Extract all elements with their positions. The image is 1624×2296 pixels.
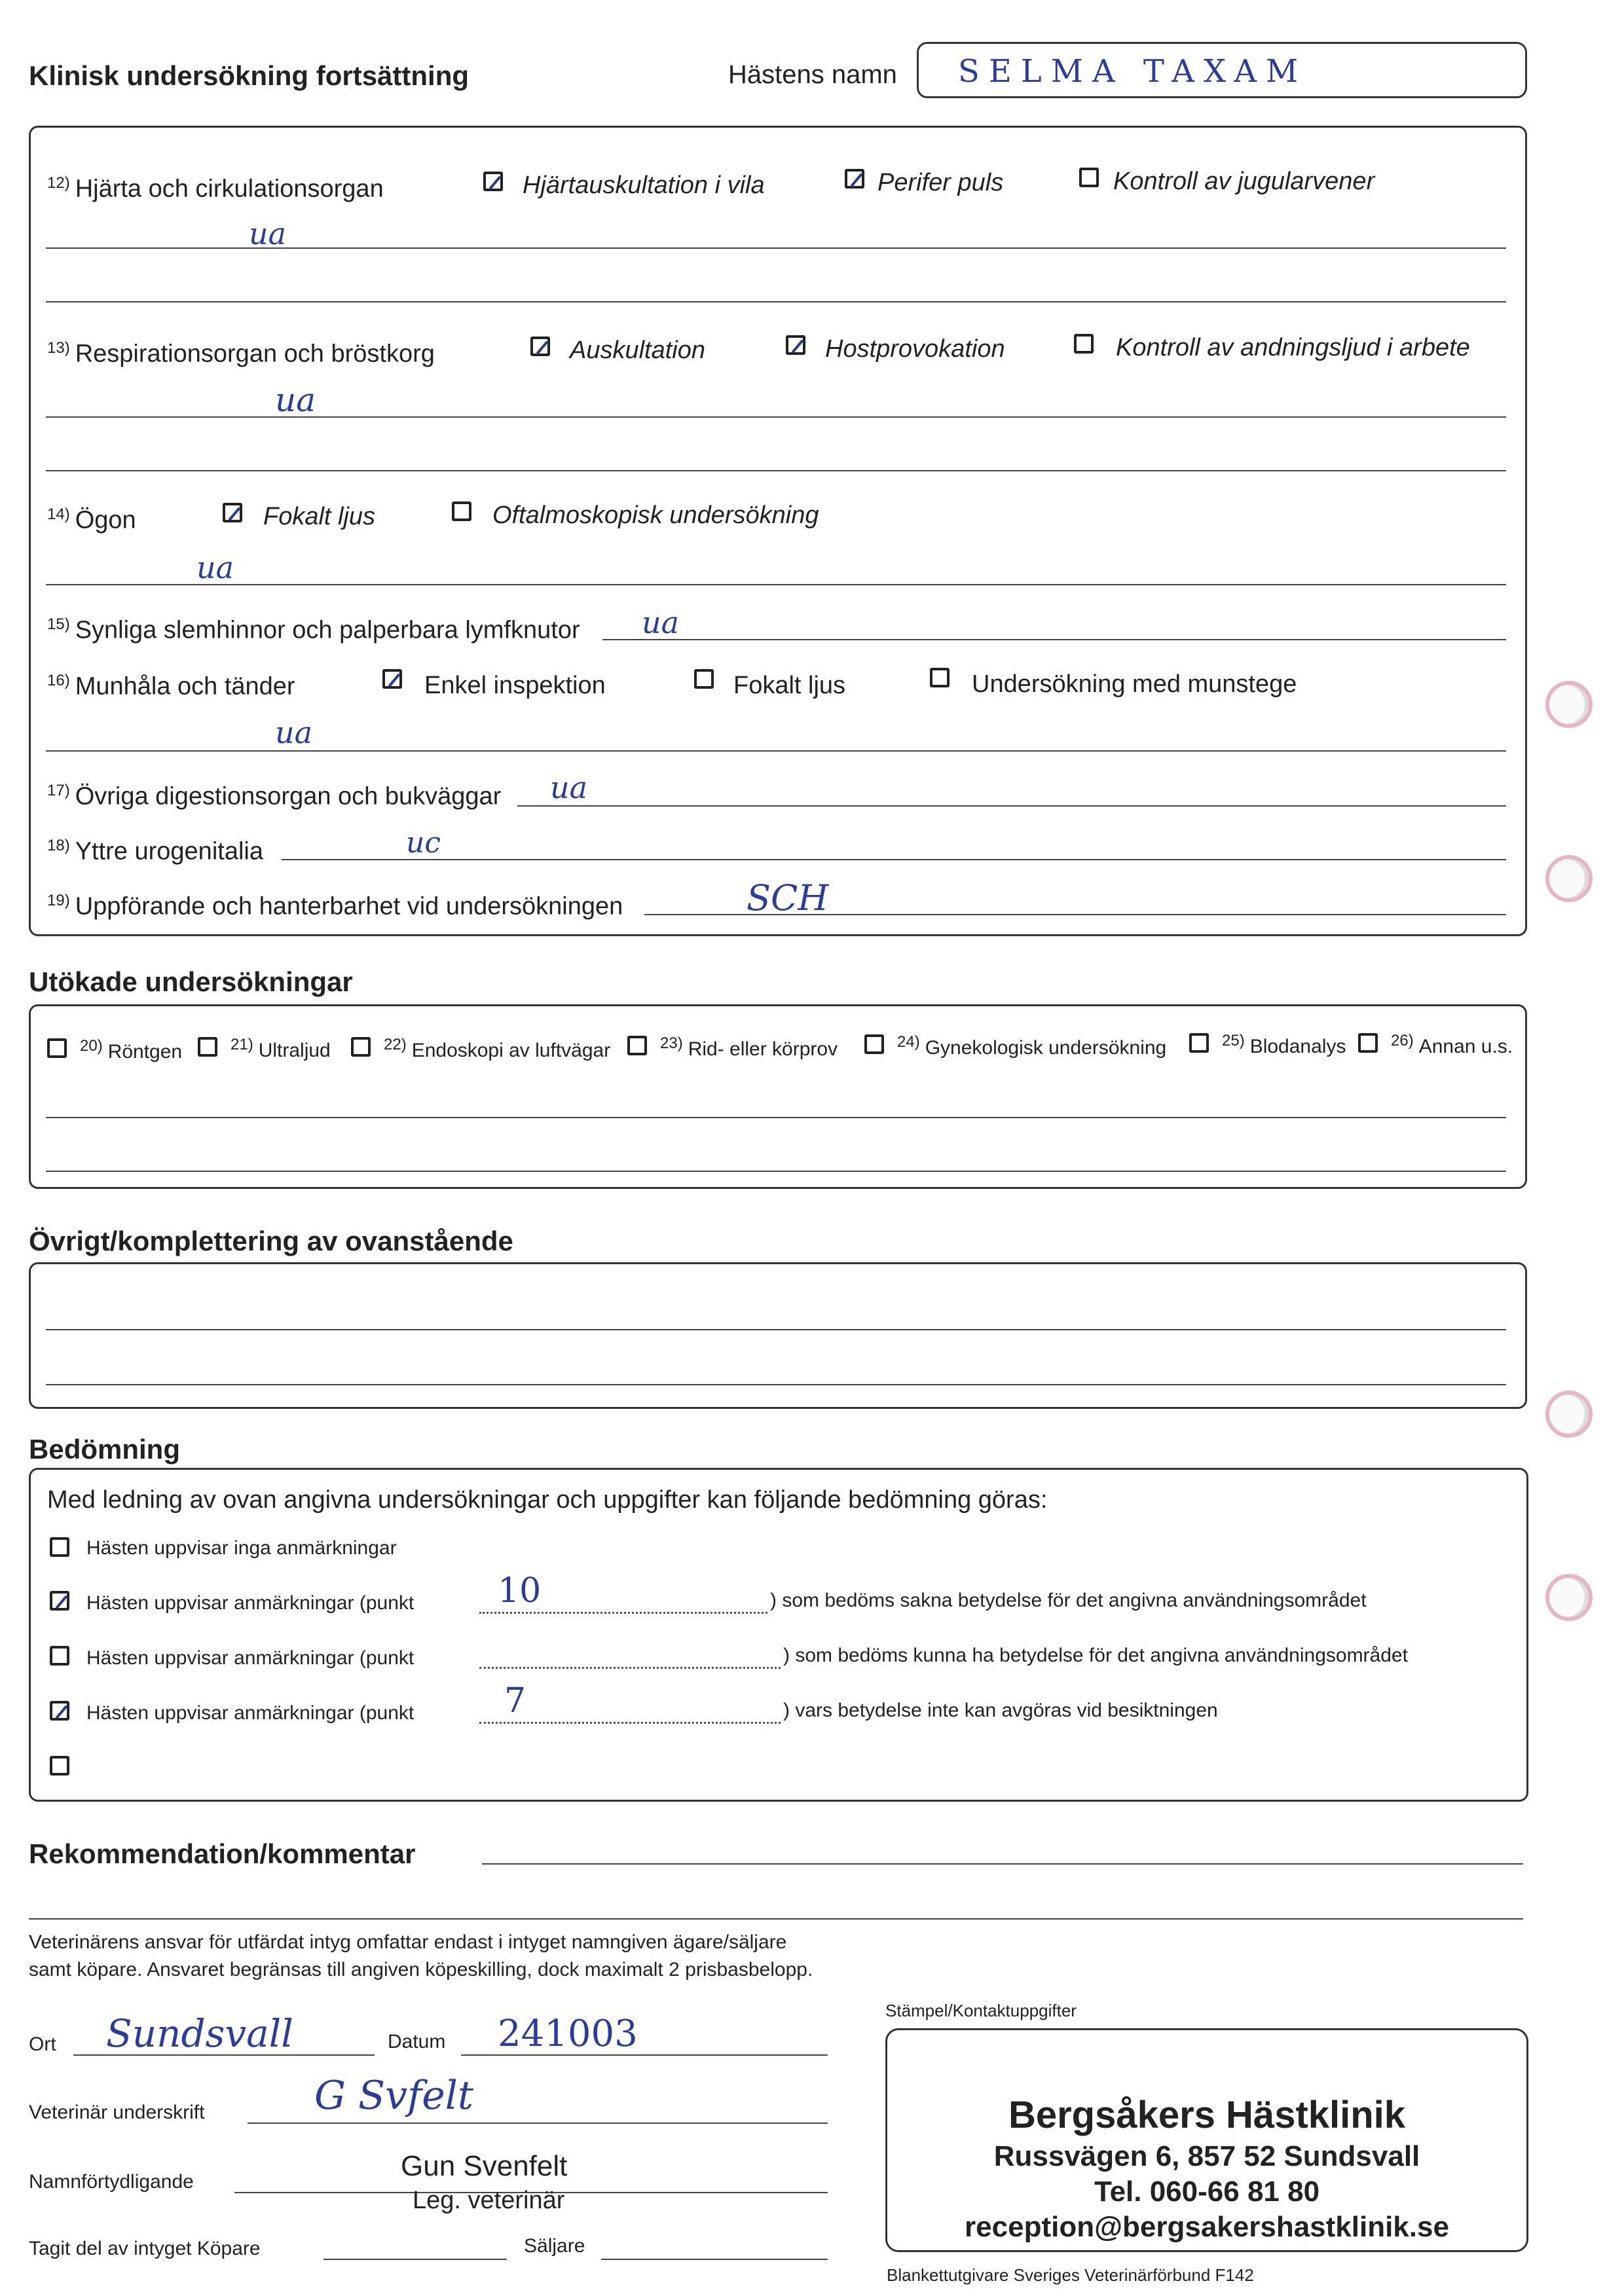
section-18-label: $^{18)}$ Yttre urogenitalia [47,837,263,866]
other-title: Övrigt/komplettering av ovanstående [29,1226,513,1256]
checkbox-assess-3[interactable] [50,1646,69,1666]
check-label-jugularvener: Kontroll av jugularvener [1113,168,1375,195]
ort-label: Ort [29,2033,56,2055]
vet-sign-line [248,2123,828,2124]
assessment-box [29,1468,1528,1802]
other-box [29,1262,1527,1409]
section-15-note: ua [642,605,680,640]
check-label-enkel-inspektion: Enkel inspektion [424,672,606,699]
section-12-note: ua [249,216,287,251]
footer-publisher: Blankettutgivare Sveriges Veterinärförbund F142 [887,2265,1254,2285]
check-label-perifer-puls: Perifer puls [877,169,1004,196]
checkbox-ultraljud[interactable] [198,1037,217,1057]
ext-label-blodanalys: $^{25)}$ Blodanalys [1222,1032,1346,1057]
checkbox-oftalmoskopisk[interactable] [452,501,471,521]
name-title: Leg. veterinär [413,2187,565,2214]
recommendation-line-1 [482,1863,1523,1865]
checkbox-assess-2[interactable] [50,1591,69,1611]
section-18-note: uc [406,826,441,860]
recommendation-title: Rekommendation/kommentar [29,1838,416,1869]
checkbox-perifer-puls[interactable] [845,169,864,189]
stamp-email: reception@bergsakershastklinik.se [965,2211,1449,2243]
horse-name-value: SELMA TAXAM [958,53,1308,90]
assess-4-prefix: Hästen uppvisar anmärkningar (punkt [86,1702,415,1724]
checkbox-endoskopi[interactable] [351,1037,371,1057]
buyer-label: Tagit del av intyget Köpare [29,2238,261,2259]
check-label-munstege: Undersökning med munstege [972,670,1297,698]
section-13-label: $^{13)}$ Respirationsorgan och bröstkorg [47,339,435,368]
ext-label-ridprov: $^{23)}$ Rid- eller körprov [660,1034,838,1060]
stamp-box [885,2028,1528,2252]
extended-line-1 [46,1117,1506,1118]
assess-3-dots [479,1667,781,1669]
section-17-note: ua [550,770,588,805]
check-label-hostprovokation: Hostprovokation [825,335,1005,363]
disclaimer-line-2: samt köpare. Ansvaret begränsas till angiven köpeskilling, dock maximalt 2 prisbasbelopp. [29,1959,813,1980]
horse-name-field[interactable] [917,42,1527,98]
recommendation-line-2 [29,1918,1523,1920]
ext-label-gynekologisk: $^{24)}$ Gynekologisk undersökning [897,1033,1167,1059]
check-label-oftalmoskopisk: Oftalmoskopisk undersökning [492,501,819,529]
ext-label-ultraljud: $^{21)}$ Ultraljud [231,1036,331,1061]
check-label-hjartauskultation: Hjärtauskultation i vila [523,172,765,199]
punch-hole-4 [1545,1574,1593,1621]
stamp-clinic: Bergsåkers Hästklinik [1008,2094,1406,2136]
section-12-label: $^{12)}$ Hjärta och cirkulationsorgan [47,174,384,203]
ort-value: Sundsvall [106,2011,293,2056]
assess-2-suffix: ) som bedöms sakna betydelse för det angivna användningsområdet [770,1590,1367,1611]
stamp-address: Russvägen 6, 857 52 Sundsvall [993,2140,1420,2172]
checkbox-blodanalys[interactable] [1189,1033,1209,1053]
checkbox-assess-1[interactable] [50,1537,69,1557]
assess-2-prefix: Hästen uppvisar anmärkningar (punkt [86,1592,415,1614]
stamp-label: Stämpel/Kontaktuppgifter [885,2001,1077,2020]
section-12-line-2 [46,301,1506,302]
page-title: Klinisk undersökning fortsättning [29,60,470,91]
checkbox-fokalt-ljus-mun[interactable] [694,669,714,689]
checkbox-munstege[interactable] [930,668,950,687]
section-13-line-1 [46,416,1506,418]
checkbox-rontgen[interactable] [47,1038,67,1058]
horse-name-label: Hästens namn [728,60,897,89]
check-label-andningsljud: Kontroll av andningsljud i arbete [1116,334,1470,361]
assess-2-value: 10 [498,1571,542,1611]
stamp-phone: Tel. 060-66 81 80 [1094,2176,1320,2208]
datum-label: Datum [388,2031,446,2052]
checkbox-hjartauskultation[interactable] [483,172,503,191]
vet-sign-value: G Svfelt [314,2073,474,2119]
section-14-note: ua [196,550,234,585]
checkbox-assess-4[interactable] [50,1701,69,1721]
assess-4-dots [479,1722,781,1724]
assess-3-prefix: Hästen uppvisar anmärkningar (punkt [86,1647,415,1669]
checkbox-annan[interactable] [1358,1033,1378,1053]
vet-sign-label: Veterinär underskrift [29,2102,205,2123]
section-12-line-1 [46,247,1506,249]
assess-2-dots [479,1612,767,1614]
other-line-2 [46,1384,1506,1385]
checkbox-hostprovokation[interactable] [786,335,805,355]
ext-label-endoskopi: $^{22)}$ Endoskopi av luftvägar [384,1036,611,1061]
assessment-intro: Med ledning av ovan angivna undersökningar och uppgifter kan följande bedömning göras: [47,1486,1048,1514]
assessment-title: Bedömning [29,1434,180,1465]
checkbox-jugularvener[interactable] [1079,168,1099,187]
seller-label: Säljare [524,2235,585,2257]
section-19-note: SCH [747,877,829,919]
section-15-label: $^{15)}$ Synliga slemhinnor och palperbara lymfknutor [47,615,580,644]
buyer-line [323,2259,507,2260]
section-16-label: $^{16)}$ Munhåla och tänder [47,672,295,701]
disclaimer-line-1: Veterinärens ansvar för utfärdat intyg omfattar endast i intyget namngiven ägare/säljare [29,1931,787,1953]
section-14-label: $^{14)}$ Ögon [47,505,136,534]
section-14-line [46,584,1506,585]
section-16-note: ua [275,715,313,750]
assess-3-suffix: ) som bedöms kunna ha betydelse för det angivna användningsområdet [783,1645,1408,1666]
section-17-line [517,805,1506,807]
datum-value: 241003 [498,2013,638,2055]
section-16-line [46,750,1506,752]
name-label: Namnförtydligande [29,2171,194,2193]
extended-title: Utökade undersökningar [29,966,353,997]
extended-line-2 [46,1171,1506,1172]
section-15-line [602,639,1506,640]
other-line-1 [46,1329,1506,1330]
section-13-note: ua [275,381,316,419]
checkbox-gynekologisk[interactable] [864,1034,884,1054]
section-19-label: $^{19)}$ Uppförande och hanterbarhet vid undersökningen [47,892,623,920]
checkbox-fokalt-ljus-ogon[interactable] [223,503,242,522]
assess-4-value: 7 [504,1681,526,1721]
check-label-auskultation: Auskultation [570,337,706,364]
checkbox-enkel-inspektion[interactable] [382,669,402,689]
checkbox-andningsljud[interactable] [1074,334,1094,354]
punch-hole-1 [1545,681,1593,728]
checkbox-auskultation[interactable] [530,337,550,356]
checkbox-ridprov[interactable] [627,1036,647,1055]
assess-1-label: Hästen uppvisar inga anmärkningar [86,1537,397,1559]
section-17-label: $^{17)}$ Övriga digestionsorgan och bukväggar [47,782,502,811]
seller-line [601,2259,828,2260]
ext-label-annan: $^{26)}$ Annan u.s. [1391,1032,1513,1057]
punch-hole-3 [1545,1391,1593,1438]
ext-label-rontgen: $^{20)}$ Röntgen [80,1037,183,1063]
check-label-fokalt-ljus-mun: Fokalt ljus [733,672,846,699]
punch-hole-2 [1545,855,1593,902]
name-value: Gun Svenfelt [401,2150,568,2182]
section-13-line-2 [46,470,1506,471]
section-18-line [282,859,1506,860]
checkbox-assess-5[interactable] [50,1756,69,1776]
check-label-fokalt-ljus-ogon: Fokalt ljus [263,503,376,530]
assess-4-suffix: ) vars betydelse inte kan avgöras vid besiktningen [783,1700,1218,1721]
